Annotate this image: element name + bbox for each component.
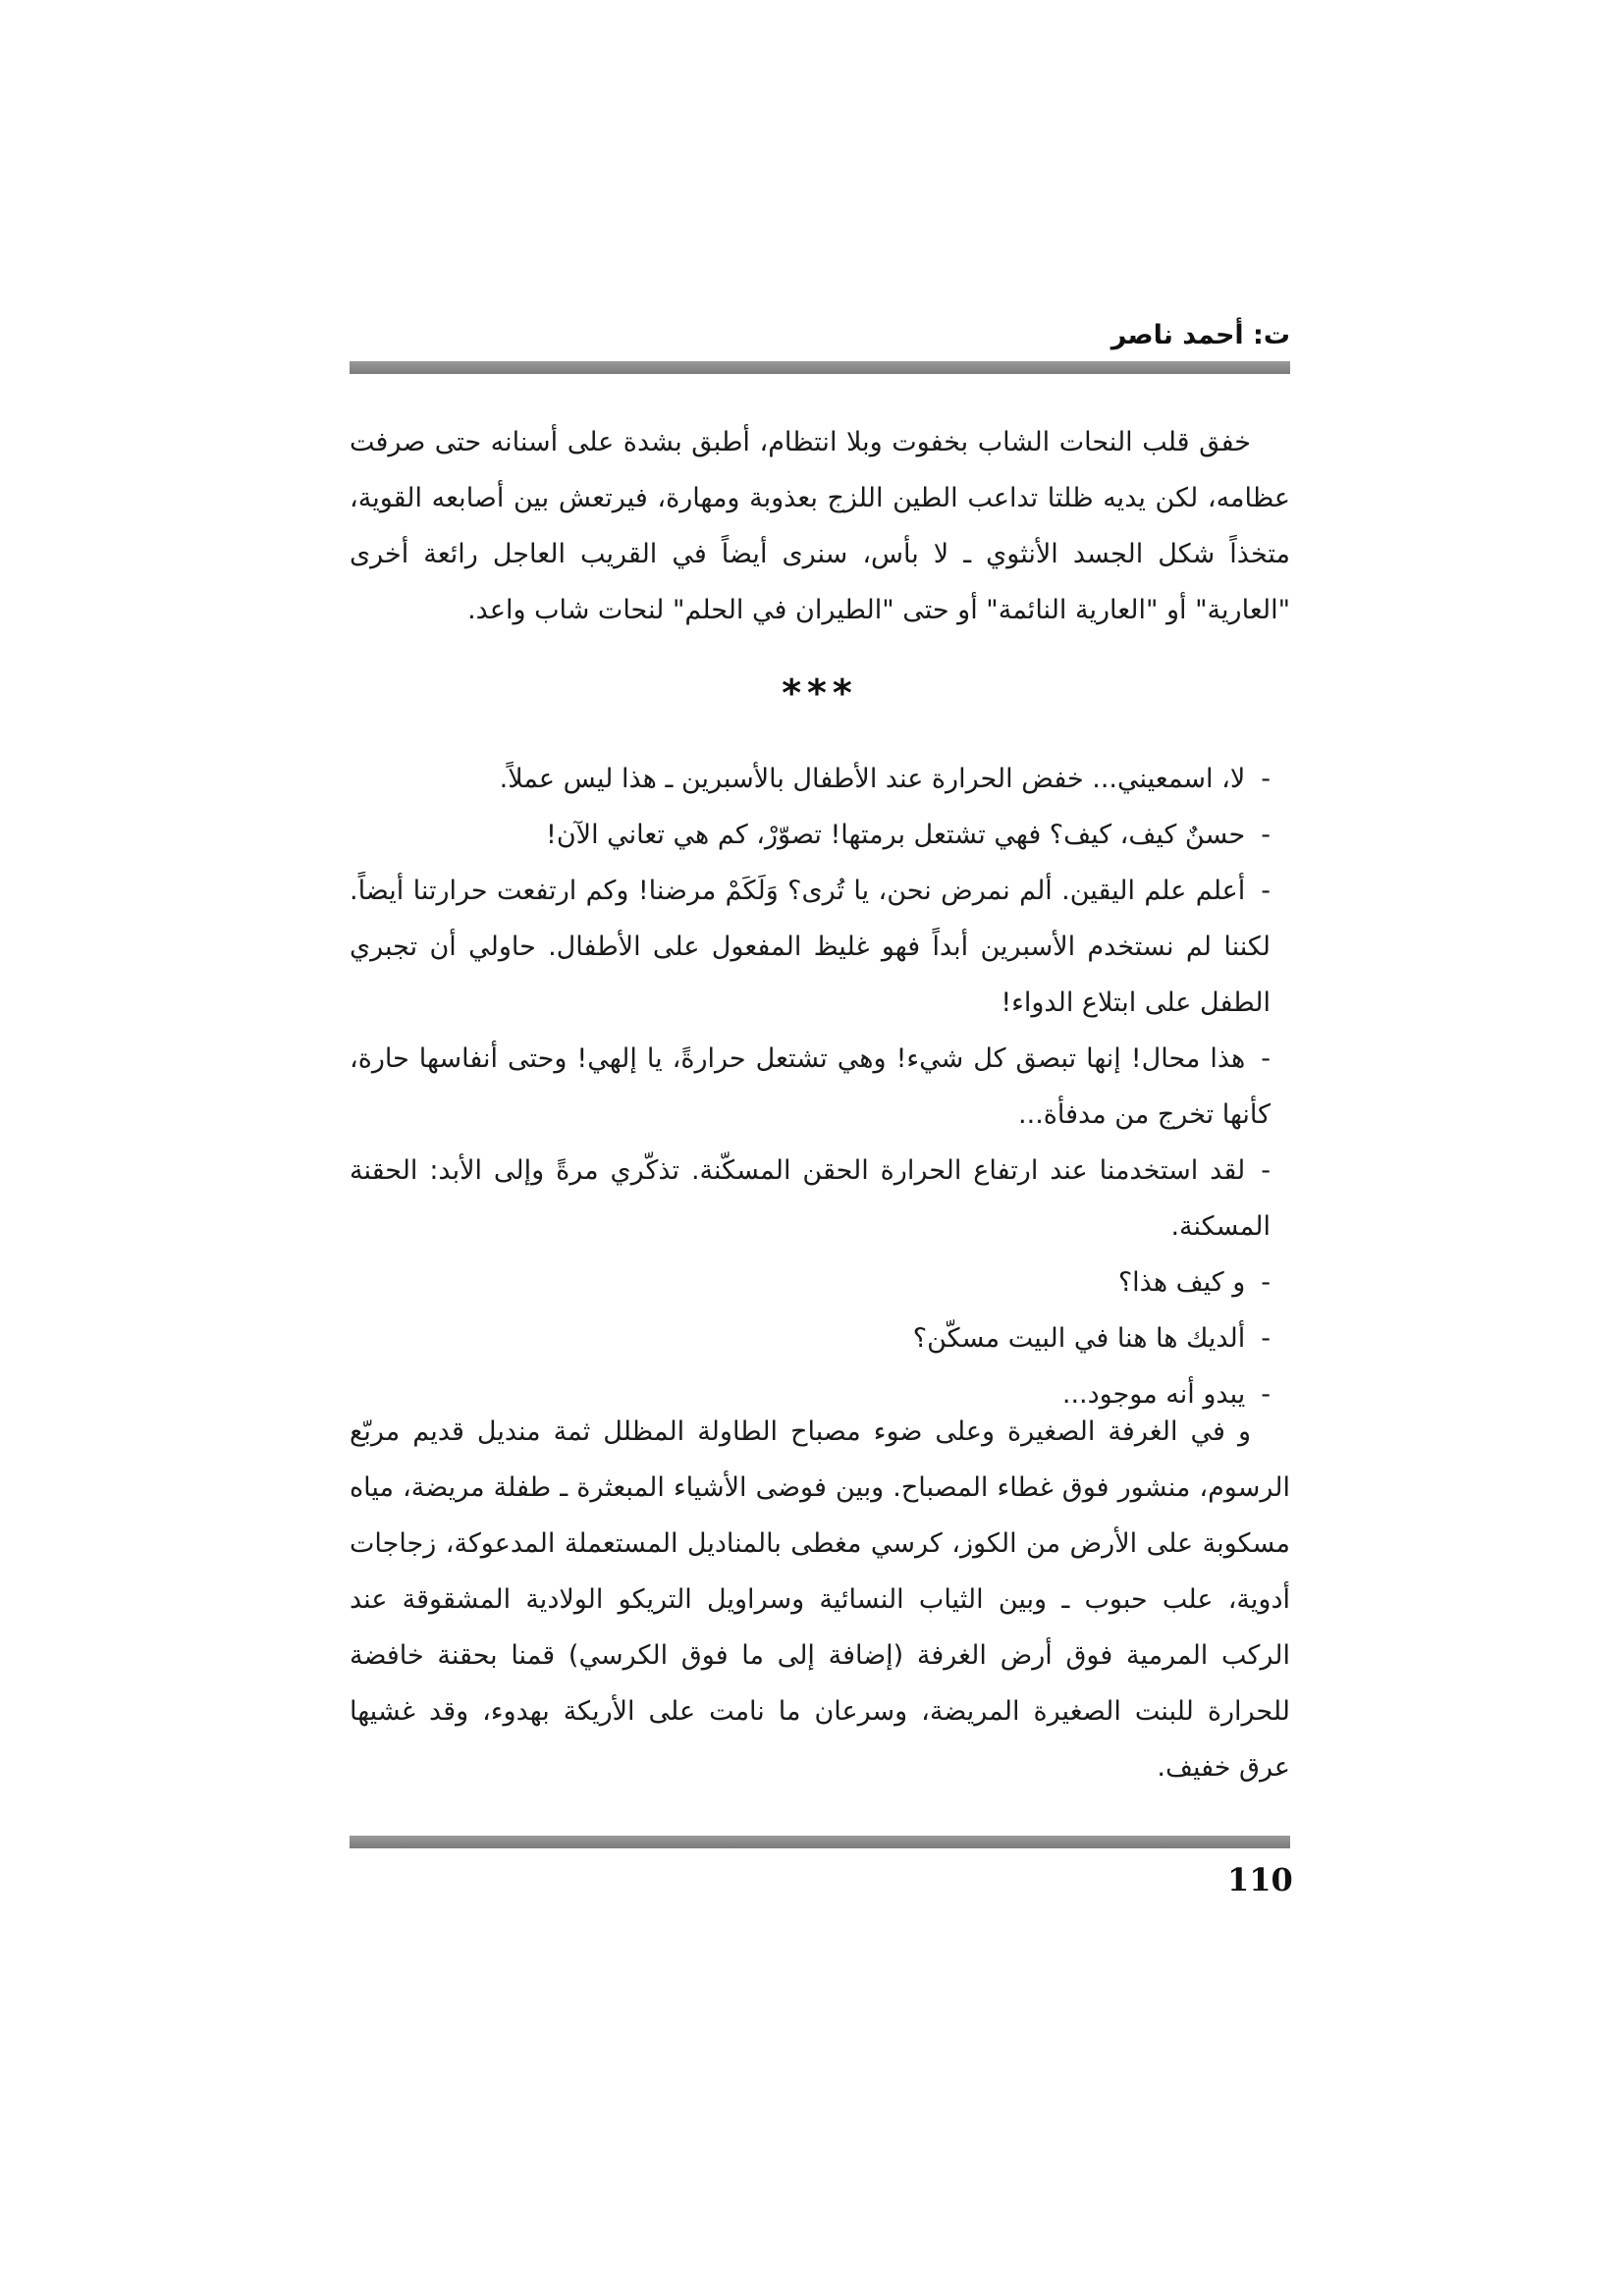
dialogue-dash: -: [1261, 1267, 1271, 1298]
dialogue-text: لا، اسمعيني... خفض الحرارة عند الأطفال بالأسبرين ـ هذا ليس عملاً.: [499, 764, 1246, 794]
body-paragraph-1: [350, 414, 1290, 638]
running-head: ت: أحمد ناصر: [1110, 320, 1290, 350]
footer-rule: [350, 1836, 1290, 1848]
dialogue-dash: -: [1261, 1155, 1271, 1186]
dialogue-dash: -: [1261, 876, 1271, 906]
body-paragraph-2: [350, 1404, 1290, 1795]
dialogue-text: لقد استخدمنا عند ارتفاع الحرارة الحقن المسكّنة. تذكّري مرةً وإلى الأبد: الحقنة المسكنة.: [350, 1155, 1271, 1242]
dialogue-text: أعلم علم اليقين. ألم نمرض نحن، يا تُرى؟ وَلَكَمْ مرضنا! وكم ارتفعت حرارتنا أيضاً. لكننا لم نستخدم الأسبرين أبداً فهو غليظ المفعول على الأطفال. حاولي أن تجبري الطفل على ابتلاع الدواء!: [350, 876, 1271, 1018]
dialogue-text: يبدو أنه موجود...: [1061, 1379, 1246, 1410]
dialogue-line: [350, 1310, 1290, 1366]
dialogue-line: [350, 807, 1290, 863]
dialogue-dash: -: [1261, 1379, 1271, 1410]
dialogue-line: [350, 1255, 1290, 1310]
dialogue-text: و كيف هذا؟: [1117, 1267, 1246, 1298]
dialogue-dash: -: [1261, 764, 1271, 794]
dialogue-line: [350, 1031, 1290, 1143]
dialogue-dash: -: [1261, 1043, 1271, 1074]
paragraph-text: خفق قلب النحات الشاب بخفوت وبلا انتظام، أطبق بشدة على أسنانه حتى صرفت عظامه، لكن يديه ظلتا تداعب الطين اللزج بعذوبة ومهارة، فيرتعش بين أصابعه القوية، متخذاً شكل الجسد الأنثوي ـ لا بأس، سنرى أيضاً في القريب العاجل رائعة أخرى "العارية" أو "العارية النائمة" أو حتى "الطيران في الحلم" لنحات شاب واعد.: [350, 427, 1290, 625]
header-rule: [350, 361, 1290, 374]
dialogue-text: حسنٌ كيف، كيف؟ فهي تشتعل برمتها! تصوّرْ، كم هي تعاني الآن!: [546, 820, 1246, 850]
dialogue-text: هذا محال! إنها تبصق كل شيء! وهي تشتعل حرارةً، يا إلهي! وحتى أنفاسها حارة، كأنها تخرج من مدفأة...: [350, 1043, 1271, 1130]
section-separator: ***: [782, 671, 858, 715]
page-number: 110: [1227, 1861, 1293, 1898]
dialogue-line: [350, 751, 1290, 807]
dialogue-dash: -: [1261, 820, 1271, 850]
dialogue-text: ألديك ها هنا في البيت مسكّن؟: [912, 1323, 1246, 1354]
paragraph-text: و في الغرفة الصغيرة وعلى ضوء مصباح الطاولة المظلل ثمة منديل قديم مربّع الرسوم، منشور فوق غطاء المصباح. وبين فوضى الأشياء المبعثرة ـ طفلة مريضة، مياه مسكوبة على الأرض من الكوز، كرسي مغطى بالمناديل المستعملة المدعوكة، زجاجات أدوية، علب حبوب ـ وبين الثياب النسائية وسراويل التريكو الولادية المشقوقة عند الركب المرمية فوق أرض الغرفة (إضافة إلى ما فوق الكرسي) قمنا بحقنة خافضة للحرارة للبنت الصغيرة المريضة، وسرعان ما نامت على الأريكة بهدوء، وقد غشيها عرق خفيف.: [350, 1416, 1290, 1783]
dialogue-dash: -: [1261, 1323, 1271, 1354]
dialogue-line: [350, 863, 1290, 1031]
dialogue-block: [350, 751, 1290, 1422]
dialogue-line: [350, 1143, 1290, 1255]
